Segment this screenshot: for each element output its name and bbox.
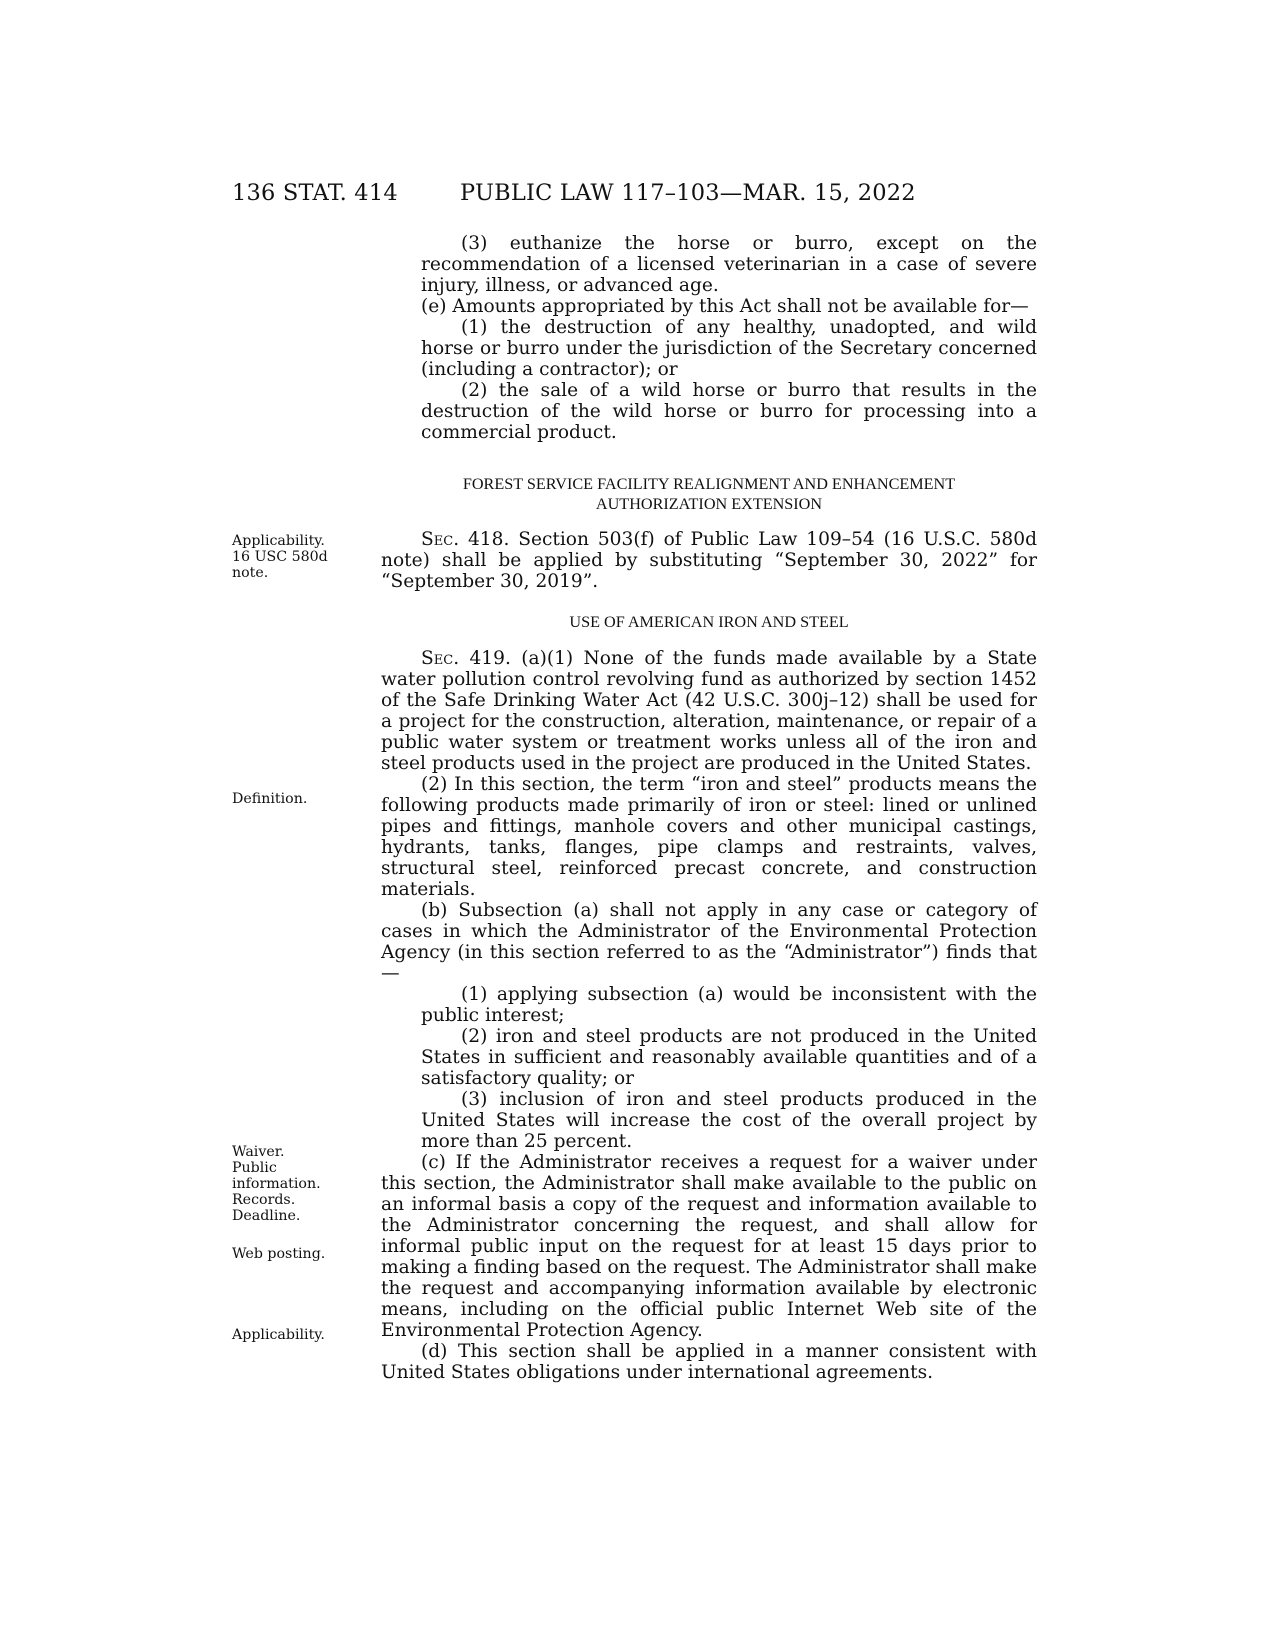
section-label: Sec (421, 648, 454, 669)
section-418 (381, 529, 1037, 592)
page-title: PUBLIC LAW 117–103—MAR. 15, 2022 (460, 180, 916, 206)
section-418-text: Sec. 418. Section 503(f) of Public Law 109–54 (16 U.S.C. 580d note) shall be applied by substituting “September 30, 2022” for “September 30, 2019”. (381, 529, 1037, 592)
margin-note-waiver (232, 1144, 332, 1224)
section-419-b: (b) Subsection (a) shall not apply in any case or category of cases in which the Administrator of the Environmental Protection Agency (in this section referred to as the “Administrator”) finds that— (381, 900, 1037, 984)
section-419-b1: (1) applying subsection (a) would be inconsistent with the public interest; (421, 984, 1037, 1026)
section-419-c: (c) If the Administrator receives a request for a waiver under this section, the Administrator shall make available to the public on an informal basis a copy of the request and information available to the Administrator concerning the request, and shall allow for informal public input on the request for at least 15 days prior to making a finding based on the request. The Administrator shall make the request and accompanying information available by electronic means, including on the official public Internet Web site of the Environmental Protection Agency. (381, 1152, 1037, 1341)
section-heading-forest-service (381, 474, 1037, 514)
margin-note-line: Applicability. (232, 1327, 325, 1343)
section-419-d: (d) This section shall be applied in a manner consistent with United States obligations under international agreements. (381, 1341, 1037, 1383)
section-419 (381, 648, 1037, 1383)
heading-line: AUTHORIZATION EXTENSION (595, 495, 823, 513)
heading-line: FOREST SERVICE FACILITY REALIGNMENT AND ENHANCEMENT (462, 475, 956, 493)
body-block-top (381, 233, 1037, 443)
section-419-a1-body: 419. (a)(1) None of the funds made available by a State water pollution control revolving fund as authorized by section 1452 of the Safe Drinking Water Act (42 U.S.C. 300j–12) shall be used for a project for the construction, alteration, maintenance, or repair of a public water system or treatment works unless all of the iron and steel products used in the project are produced in the United States. (381, 648, 1038, 774)
margin-note-line: note. (232, 565, 269, 581)
paragraph-e2: (2) the sale of a wild horse or burro that results in the destruction of the wild horse or burro for processing into a commercial product. (421, 380, 1037, 443)
margin-note-line: 16 USC 580d (232, 549, 328, 565)
section-heading-iron-steel (381, 612, 1037, 632)
section-418-body: 418. Section 503(f) of Public Law 109–54 (16 U.S.C. 580d note) shall be applied by substituting “September 30, 2022” for “September 30, 2019”. (381, 529, 1037, 592)
margin-note-applicability-sec418 (232, 533, 332, 581)
paragraph-e1: (1) the destruction of any healthy, unadopted, and wild horse or burro under the jurisdiction of the Secretary concerned (including a contractor); or (421, 317, 1037, 380)
margin-note-web-posting (232, 1246, 332, 1262)
margin-note-line: Web posting. (232, 1246, 326, 1262)
heading-line: USE OF AMERICAN IRON AND STEEL (569, 613, 849, 631)
section-419-a1: Sec. 419. (a)(1) None of the funds made available by a State water pollution control revolving fund as authorized by section 1452 of the Safe Drinking Water Act (42 U.S.C. 300j–12) shall be used for a project for the construction, alteration, maintenance, or repair of a public water system or treatment works unless all of the iron and steel products used in the project are produced in the United States. (381, 648, 1038, 774)
margin-note-definition (232, 791, 332, 807)
margin-note-line: Applicability. (232, 533, 325, 549)
margin-note-line: Public (232, 1160, 277, 1176)
margin-note-line: Records. (232, 1192, 296, 1208)
margin-note-line: Waiver. (232, 1144, 285, 1160)
page-stat-number: 136 STAT. 414 (232, 180, 398, 206)
section-419-b2: (2) iron and steel products are not produced in the United States in sufficient and reasonably available quantities and of a satisfactory quality; or (421, 1026, 1037, 1089)
paragraph-e: (e) Amounts appropriated by this Act shall not be available for— (421, 296, 1029, 317)
section-419-a2: (2) In this section, the term “iron and steel” products means the following products made primarily of iron or steel: lined or unlined pipes and fittings, manhole covers and other municipal castings, hydrants, tanks, flanges, pipe clamps and restraints, valves, structural steel, reinforced precast concrete, and construction materials. (381, 774, 1037, 900)
section-label: Sec (421, 529, 454, 550)
margin-note-line: Deadline. (232, 1208, 301, 1224)
margin-note-applicability (232, 1327, 332, 1343)
paragraph-d3: (3) euthanize the horse or burro, except on the recommendation of a licensed veterinarian in a case of severe injury, illness, or advanced age. (421, 233, 1037, 296)
section-419-b3: (3) inclusion of iron and steel products produced in the United States will increase the cost of the overall project by more than 25 percent. (421, 1089, 1037, 1152)
margin-note-line: information. (232, 1176, 321, 1192)
margin-note-line: Definition. (232, 791, 308, 807)
